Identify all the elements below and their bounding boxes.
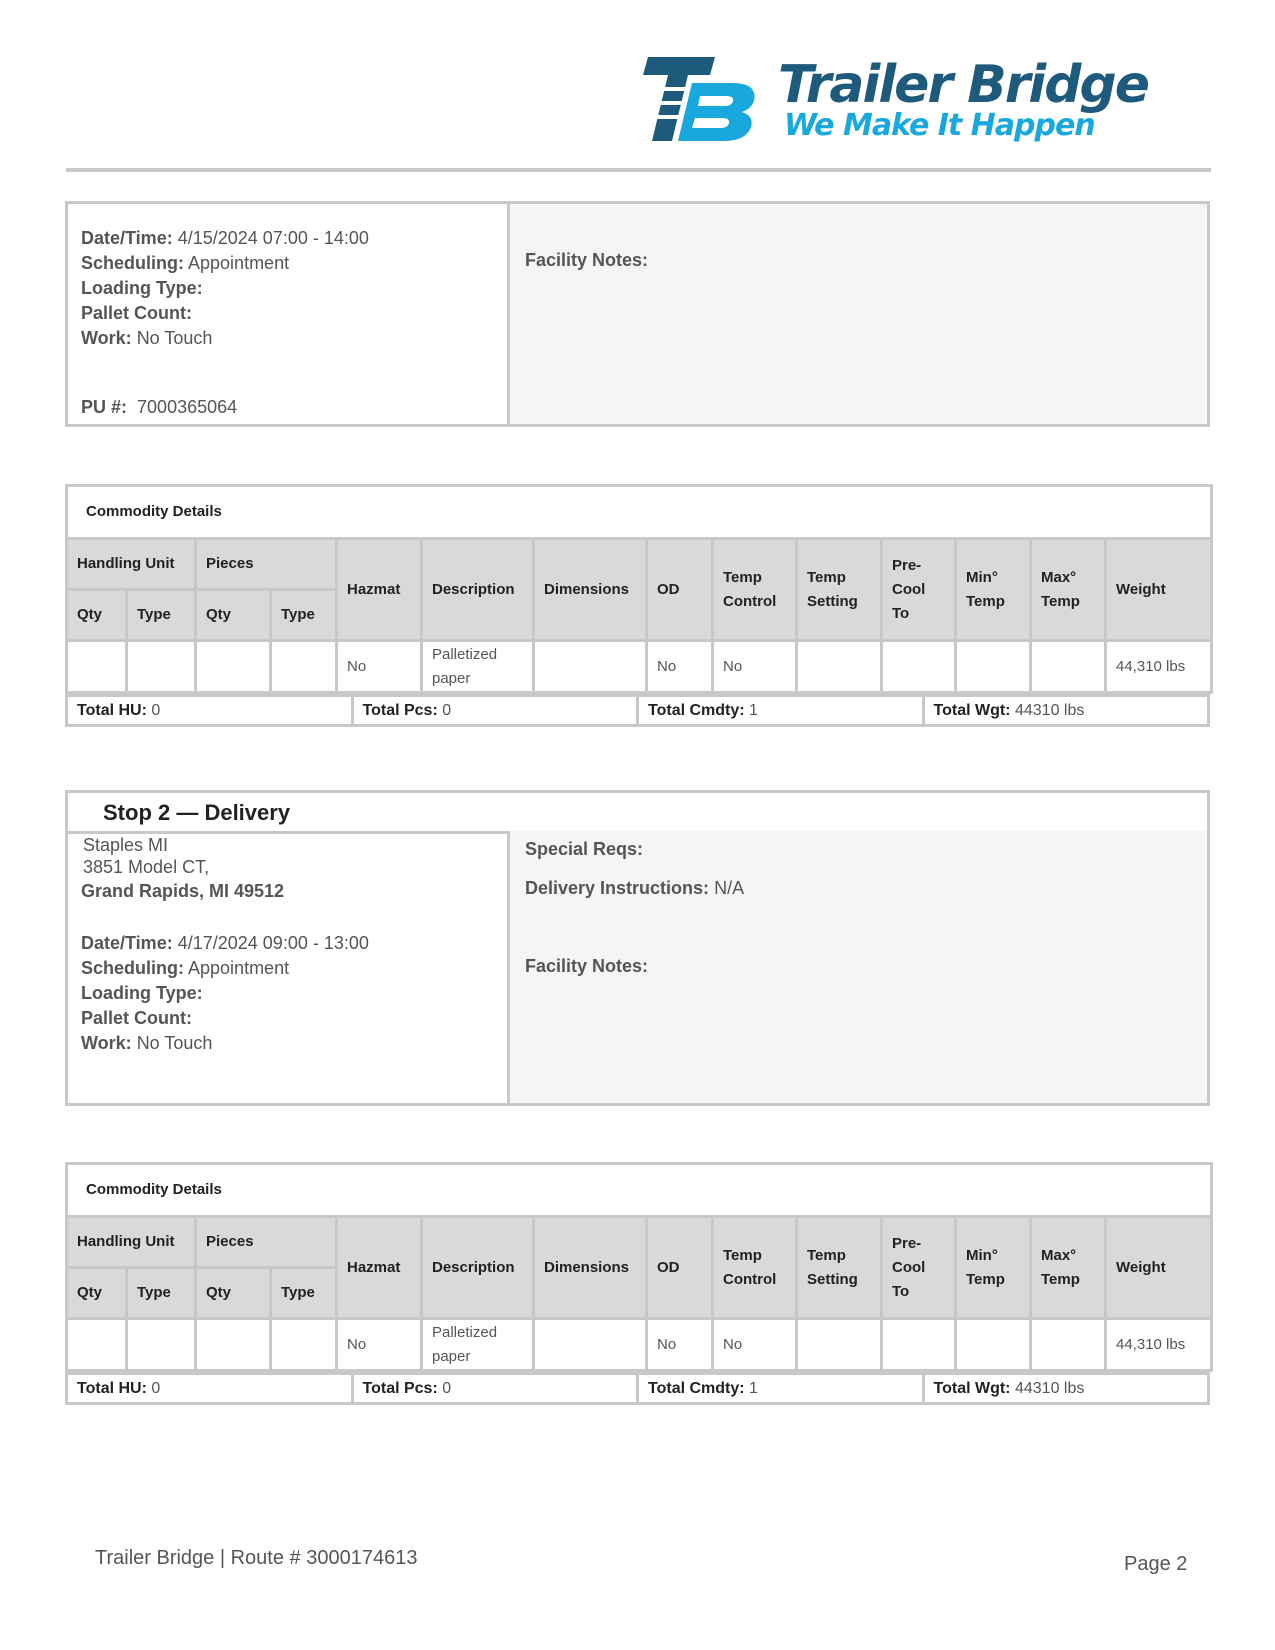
hazmat-cell: No	[337, 1319, 422, 1371]
od-header: OD	[647, 1217, 713, 1319]
od-cell: No	[647, 1319, 713, 1371]
min-temp-header: Min° Temp	[956, 1217, 1031, 1319]
hu-type-cell	[127, 1319, 196, 1371]
stop2-header	[65, 790, 1210, 834]
hazmat-header: Hazmat	[337, 539, 422, 641]
total-pcs-label: Total Pcs:	[362, 1380, 438, 1397]
weight-header: Weight	[1106, 1217, 1212, 1319]
pallet-count-label: Pallet Count:	[81, 1008, 192, 1028]
header-divider	[66, 168, 1211, 172]
scheduling-value: Appointment	[188, 958, 290, 978]
max-temp-header: Max° Temp	[1031, 1217, 1106, 1319]
stop2-city-state-zip: Grand Rapids, MI 49512	[81, 881, 285, 901]
scheduling-label: Scheduling:	[81, 958, 184, 978]
dimensions-cell	[534, 641, 647, 693]
total-hu-value: 0	[151, 702, 161, 719]
dimensions-header: Dimensions	[534, 539, 647, 641]
total-cmdty-value: 1	[749, 1380, 758, 1397]
total-wgt-value: 44310 lbs	[1014, 1380, 1085, 1397]
datetime-value: 4/15/2024 07:00 - 14:00	[177, 228, 369, 248]
hu-qty-header: Qty	[67, 1268, 127, 1319]
total-hu-label: Total HU:	[77, 1380, 147, 1397]
total-hu	[65, 1372, 354, 1405]
total-pcs	[354, 694, 640, 727]
commodity-title: Commodity Details	[67, 486, 1212, 539]
pieces-header: Pieces	[196, 539, 337, 590]
trailer-bridge-logo	[640, 55, 1200, 155]
total-hu-value: 0	[151, 1380, 161, 1397]
loading-type-label: Loading Type:	[81, 278, 203, 298]
stop1-notes-panel	[507, 201, 1210, 427]
brand-name: Trailer Bridge	[778, 55, 1148, 115]
pieces-qty-cell	[196, 1319, 271, 1371]
loading-type-label: Loading Type:	[81, 983, 203, 1003]
pieces-type-cell	[271, 1319, 337, 1371]
min-temp-cell	[956, 641, 1031, 693]
total-pcs-value: 0	[442, 702, 452, 719]
hazmat-header: Hazmat	[337, 1217, 422, 1319]
dimensions-cell	[534, 1319, 647, 1371]
hu-qty-cell	[67, 641, 127, 693]
work-label: Work:	[81, 1033, 132, 1053]
handling-unit-header: Handling Unit	[67, 1217, 196, 1268]
scheduling-label: Scheduling:	[81, 253, 184, 273]
temp-setting-header: Temp Setting	[797, 539, 882, 641]
facility-notes-label: Facility Notes:	[525, 250, 649, 270]
total-cmdty-value: 1	[749, 702, 758, 719]
datetime-label: Date/Time:	[81, 228, 173, 248]
total-wgt	[925, 1372, 1211, 1405]
total-cmdty-label: Total Cmdty:	[648, 702, 745, 719]
total-wgt-label: Total Wgt:	[933, 1380, 1011, 1397]
pu-number	[81, 395, 237, 420]
total-pcs-value: 0	[442, 1380, 452, 1397]
footer-route: Trailer Bridge | Route # 3000174613	[95, 1547, 418, 1569]
commodity-title: Commodity Details	[67, 1164, 1212, 1217]
hu-type-cell	[127, 641, 196, 693]
dimensions-header: Dimensions	[534, 1217, 647, 1319]
total-pcs-label: Total Pcs:	[362, 702, 438, 719]
total-hu	[65, 694, 354, 727]
stop2-notes-panel	[507, 831, 1210, 1106]
pieces-qty-header: Qty	[196, 590, 271, 641]
stop2-details-panel	[65, 831, 510, 1106]
brand-tagline: We Make It Happen	[784, 108, 1095, 143]
pre-cool-cell	[882, 641, 956, 693]
temp-setting-cell	[797, 1319, 882, 1371]
pieces-qty-cell	[196, 641, 271, 693]
od-header: OD	[647, 539, 713, 641]
commodity-table-2	[65, 1162, 1213, 1372]
delivery-instructions-value: N/A	[714, 878, 745, 898]
min-temp-header: Min° Temp	[956, 539, 1031, 641]
stop1-details-panel	[65, 201, 510, 427]
description-cell: Palletized paper	[422, 1319, 534, 1371]
total-wgt	[925, 694, 1211, 727]
commodity-totals-1	[65, 694, 1210, 727]
facility-notes-label: Facility Notes:	[525, 956, 649, 976]
description-header: Description	[422, 1217, 534, 1319]
pieces-header: Pieces	[196, 1217, 337, 1268]
stop2-company: Staples MI	[83, 835, 169, 855]
commodity-totals-2	[65, 1372, 1210, 1405]
tb-monogram-icon	[640, 57, 765, 147]
total-cmdty-label: Total Cmdty:	[648, 1380, 745, 1397]
pre-cool-header: Pre- Cool To	[882, 1217, 956, 1319]
hu-qty-header: Qty	[67, 590, 127, 641]
stop2-details	[81, 931, 369, 1056]
temp-setting-cell	[797, 641, 882, 693]
commodity-table-1	[65, 484, 1213, 694]
weight-header: Weight	[1106, 539, 1212, 641]
table-row	[67, 641, 1212, 693]
special-reqs-label: Special Reqs:	[525, 839, 644, 859]
max-temp-cell	[1031, 1319, 1106, 1371]
total-cmdty	[639, 694, 925, 727]
weight-cell: 44,310 lbs	[1106, 641, 1212, 693]
min-temp-cell	[956, 1319, 1031, 1371]
handling-unit-header: Handling Unit	[67, 539, 196, 590]
total-cmdty	[639, 1372, 925, 1405]
table-row	[67, 1319, 1212, 1371]
hu-qty-cell	[67, 1319, 127, 1371]
hu-type-header: Type	[127, 590, 196, 641]
description-header: Description	[422, 539, 534, 641]
od-cell: No	[647, 641, 713, 693]
max-temp-cell	[1031, 641, 1106, 693]
footer-page-number: Page 2	[1124, 1553, 1188, 1575]
pre-cool-header: Pre- Cool To	[882, 539, 956, 641]
pieces-qty-header: Qty	[196, 1268, 271, 1319]
total-pcs	[354, 1372, 640, 1405]
scheduling-value: Appointment	[188, 253, 290, 273]
datetime-value: 4/17/2024 09:00 - 13:00	[177, 933, 369, 953]
description-cell: Palletized paper	[422, 641, 534, 693]
work-value: No Touch	[136, 1033, 213, 1053]
weight-cell: 44,310 lbs	[1106, 1319, 1212, 1371]
pieces-type-cell	[271, 641, 337, 693]
temp-setting-header: Temp Setting	[797, 1217, 882, 1319]
work-value: No Touch	[136, 328, 213, 348]
stop2-title: Stop 2 — Delivery	[103, 800, 291, 825]
stop2-street: 3851 Model CT,	[83, 857, 210, 877]
pu-value: 7000365064	[137, 397, 238, 417]
temp-control-header: Temp Control	[713, 539, 797, 641]
pieces-type-header: Type	[271, 1268, 337, 1319]
temp-control-header: Temp Control	[713, 1217, 797, 1319]
hu-type-header: Type	[127, 1268, 196, 1319]
temp-control-cell: No	[713, 1319, 797, 1371]
pu-label: PU #:	[81, 397, 128, 417]
stop1-details	[81, 226, 369, 351]
total-hu-label: Total HU:	[77, 702, 147, 719]
total-wgt-label: Total Wgt:	[933, 702, 1011, 719]
pre-cool-cell	[882, 1319, 956, 1371]
pallet-count-label: Pallet Count:	[81, 303, 192, 323]
work-label: Work:	[81, 328, 132, 348]
temp-control-cell: No	[713, 641, 797, 693]
pieces-type-header: Type	[271, 590, 337, 641]
datetime-label: Date/Time:	[81, 933, 173, 953]
delivery-instructions-label: Delivery Instructions:	[525, 878, 710, 898]
total-wgt-value: 44310 lbs	[1014, 702, 1085, 719]
max-temp-header: Max° Temp	[1031, 539, 1106, 641]
hazmat-cell: No	[337, 641, 422, 693]
